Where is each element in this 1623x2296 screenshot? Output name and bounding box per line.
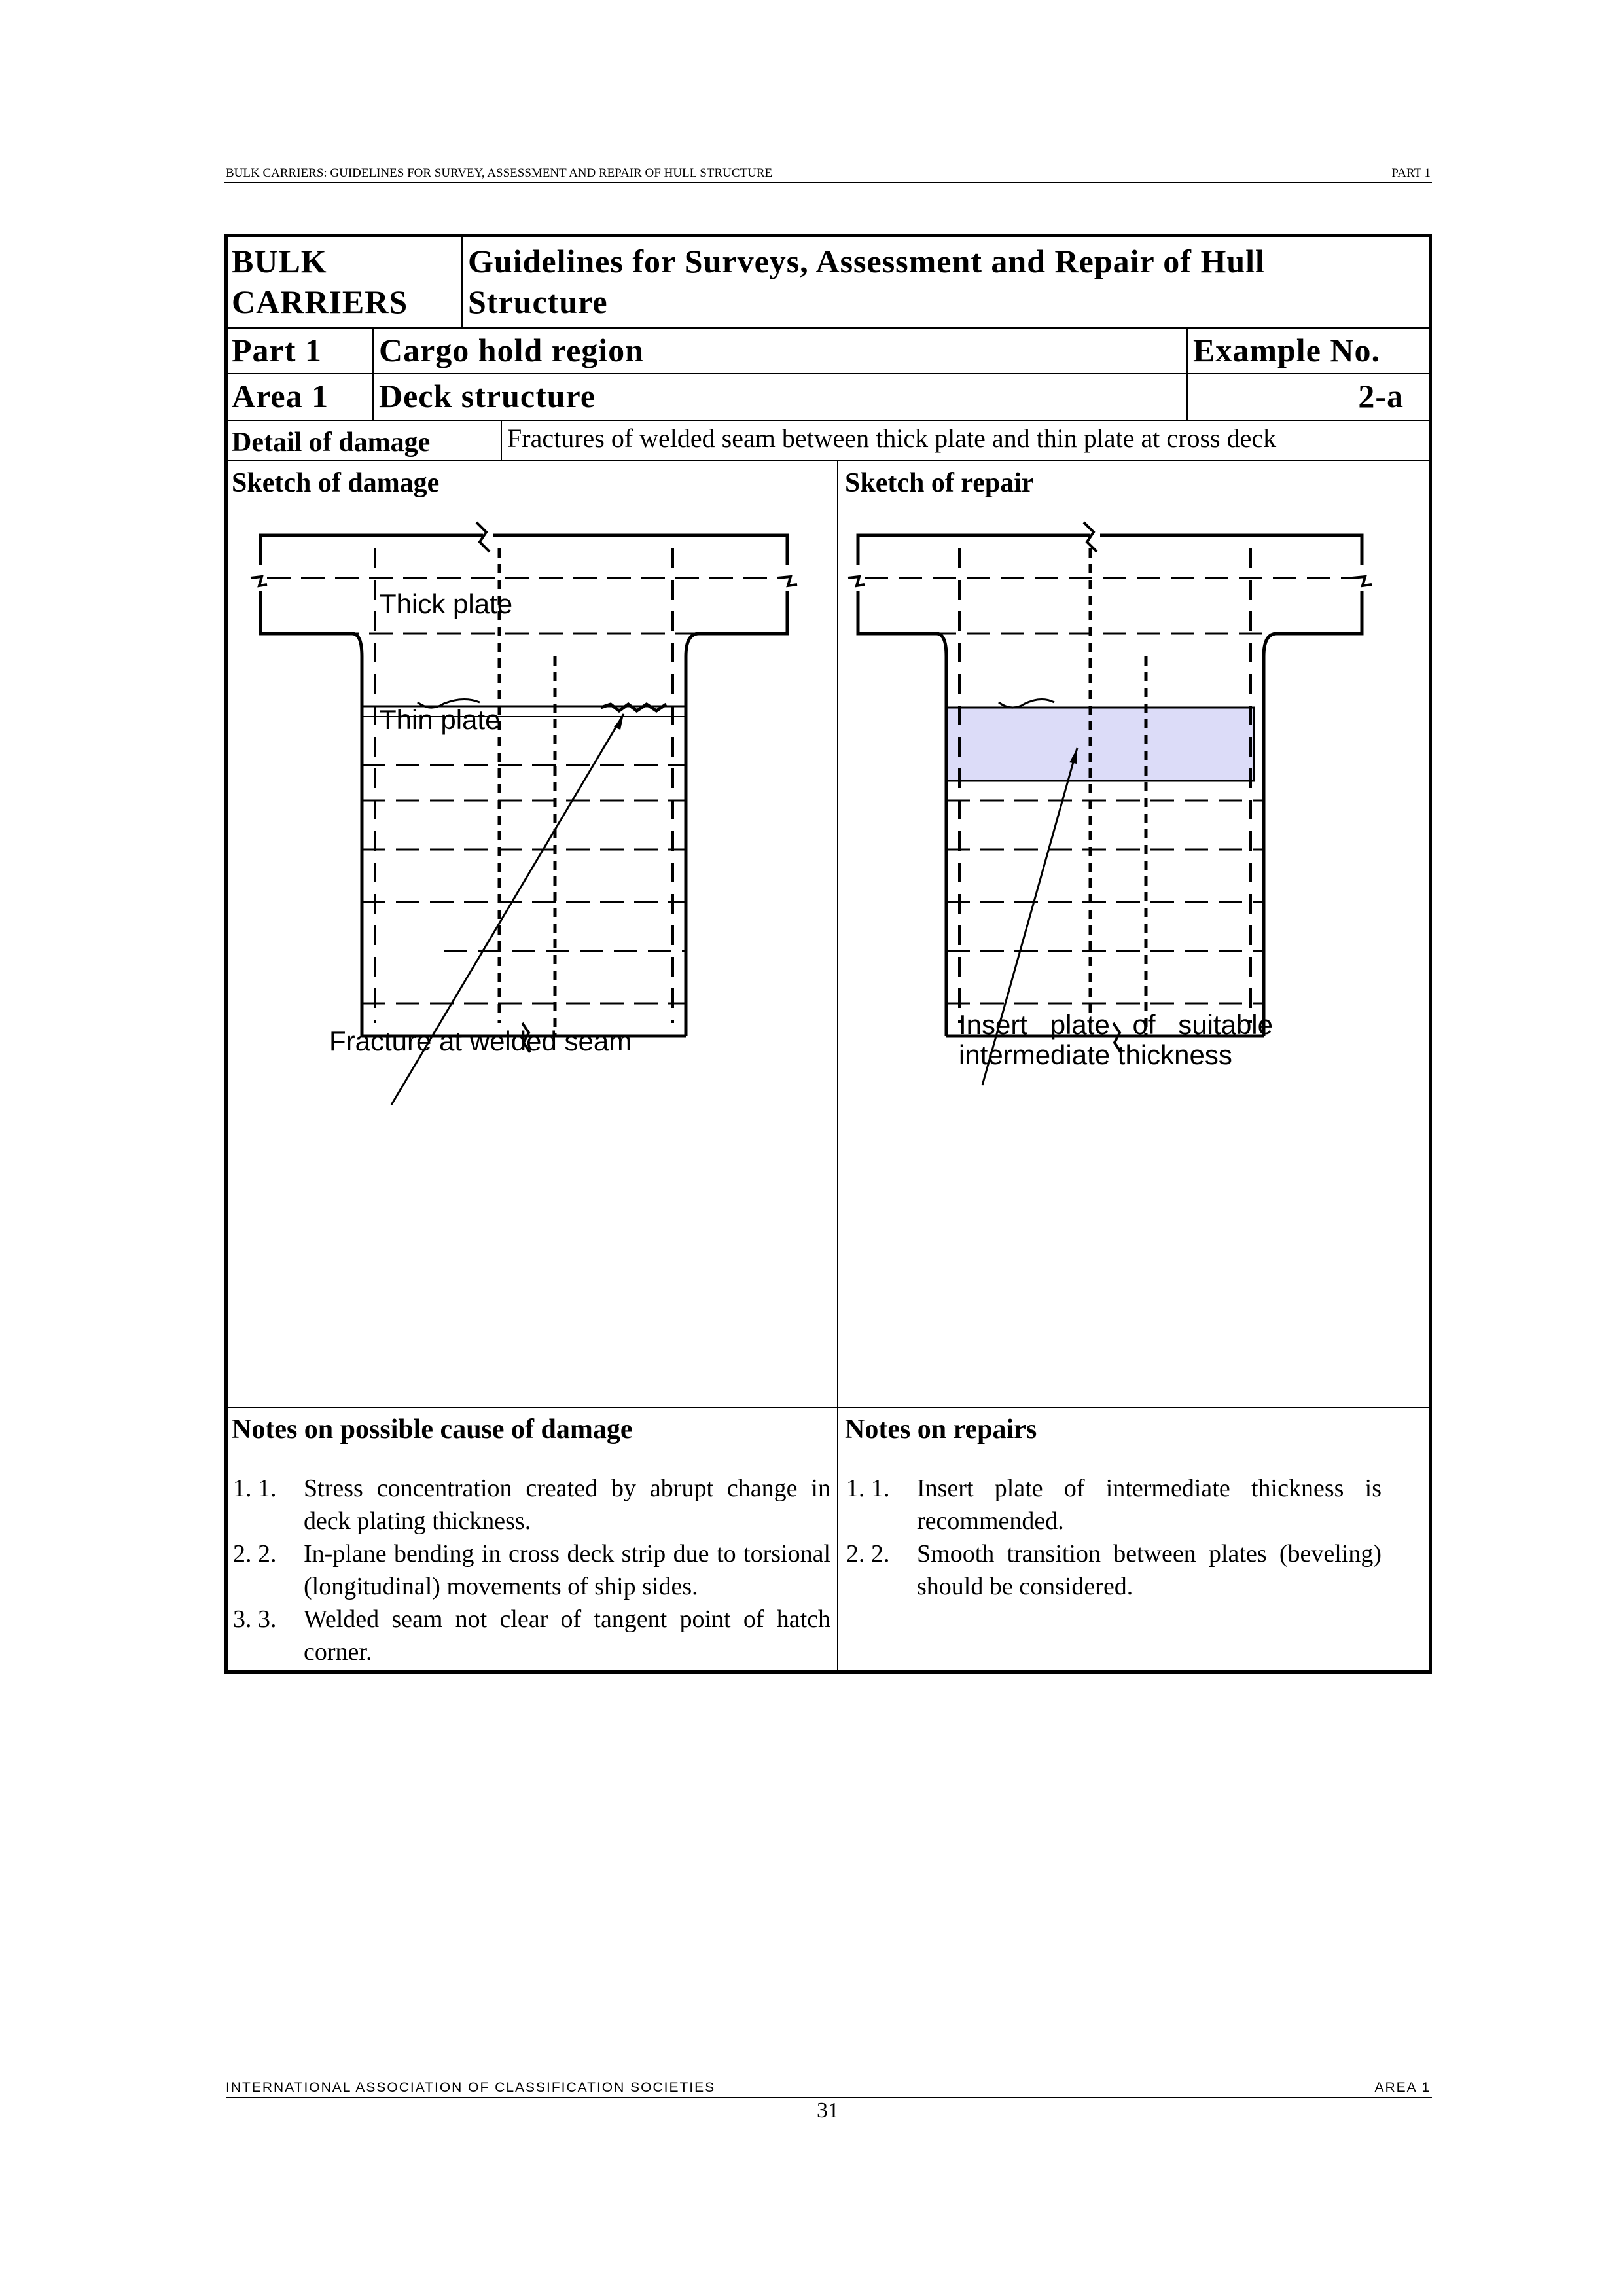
sketch-repair-heading: Sketch of repair [845,468,1034,498]
notes-repairs-list [845,1472,1382,1603]
insert-label-line1: Insert plate of suitable [959,1009,1273,1040]
running-header-part: PART 1 [1391,166,1431,180]
notes-repairs [845,1412,1382,1628]
rule-label-divider [372,327,374,420]
rule-detail-divider [501,420,502,460]
rule-sketch-bottom [228,1407,1429,1408]
rule-part-bottom [228,373,1429,374]
notes-repairs-heading: Notes on repairs [845,1414,1037,1444]
list-item-text: Stress concentration created by abrupt change in deck plating thickness. [304,1475,830,1535]
list-item [871,1472,1382,1537]
notes-cause-heading: Notes on possible cause of damage [232,1414,633,1444]
list-item-number: 2. 2. [871,1540,890,1568]
page-number: 31 [817,2098,839,2123]
detail-value: Fractures of welded seam between thick plate and thin plate at cross deck [507,423,1277,453]
footer-area: AREA 1 [1374,2080,1431,2095]
list-item [871,1537,1382,1603]
list-item-number: 2. 2. [258,1540,277,1568]
title-right-line1: Guidelines for Surveys, Assessment and Repair of Hull [468,243,1265,279]
list-item [258,1472,830,1537]
title-bulk-carriers [232,241,457,322]
title-guidelines [468,241,1423,322]
list-item [258,1537,830,1603]
list-item-text: In-plane bending in cross deck strip due to torsional (longitudinal) movements of ship sides. [304,1540,830,1600]
damage-sketch [228,460,836,1403]
detail-label: Detail of damage [232,427,431,457]
repair-sketch [838,460,1427,1403]
thin-plate-label: Thin plate [380,704,501,735]
running-header [224,165,1432,183]
title-left-line1: BULK [232,243,327,279]
list-item-text: Smooth transition between plates (beveling) should be considered. [917,1540,1382,1600]
list-item-text: Welded seam not clear of tangent point of hatch corner. [304,1605,830,1666]
title-left-line2: CARRIERS [232,283,408,320]
example-value: 2-a [1358,378,1404,414]
notes-cause-list [232,1472,830,1668]
area-value: Deck structure [379,378,596,414]
list-item-number: 1. 1. [258,1475,277,1502]
list-item-number: 1. 1. [871,1475,890,1502]
fracture-label: Fracture at welded seam [329,1026,632,1056]
rule-title-divider [461,237,463,327]
sketch-damage-heading: Sketch of damage [232,468,440,498]
rule-area-bottom [228,420,1429,421]
title-right-line2: Structure [468,283,608,320]
notes-cause [232,1412,830,1693]
insert-plate-fill [946,708,1254,781]
area-label: Area 1 [232,378,329,414]
footer-organization: INTERNATIONAL ASSOCIATION OF CLASSIFICATION SOCIETIES [226,2080,1432,2098]
thick-plate-label: Thick plate [380,588,513,619]
example-sheet [224,234,1432,1674]
rule-title-bottom [228,327,1429,329]
example-label: Example No. [1193,332,1380,368]
list-item [258,1603,830,1668]
insert-label-line2: intermediate thickness [959,1039,1232,1070]
part-label: Part 1 [232,332,322,368]
part-value: Cargo hold region [379,332,644,368]
list-item-text: Insert plate of intermediate thickness is recommended. [917,1475,1382,1535]
list-item-number: 3. 3. [258,1605,277,1633]
running-header-title: BULK CARRIERS: GUIDELINES FOR SURVEY, ASSESSMENT AND REPAIR OF HULL STRUCTURE [226,166,773,180]
